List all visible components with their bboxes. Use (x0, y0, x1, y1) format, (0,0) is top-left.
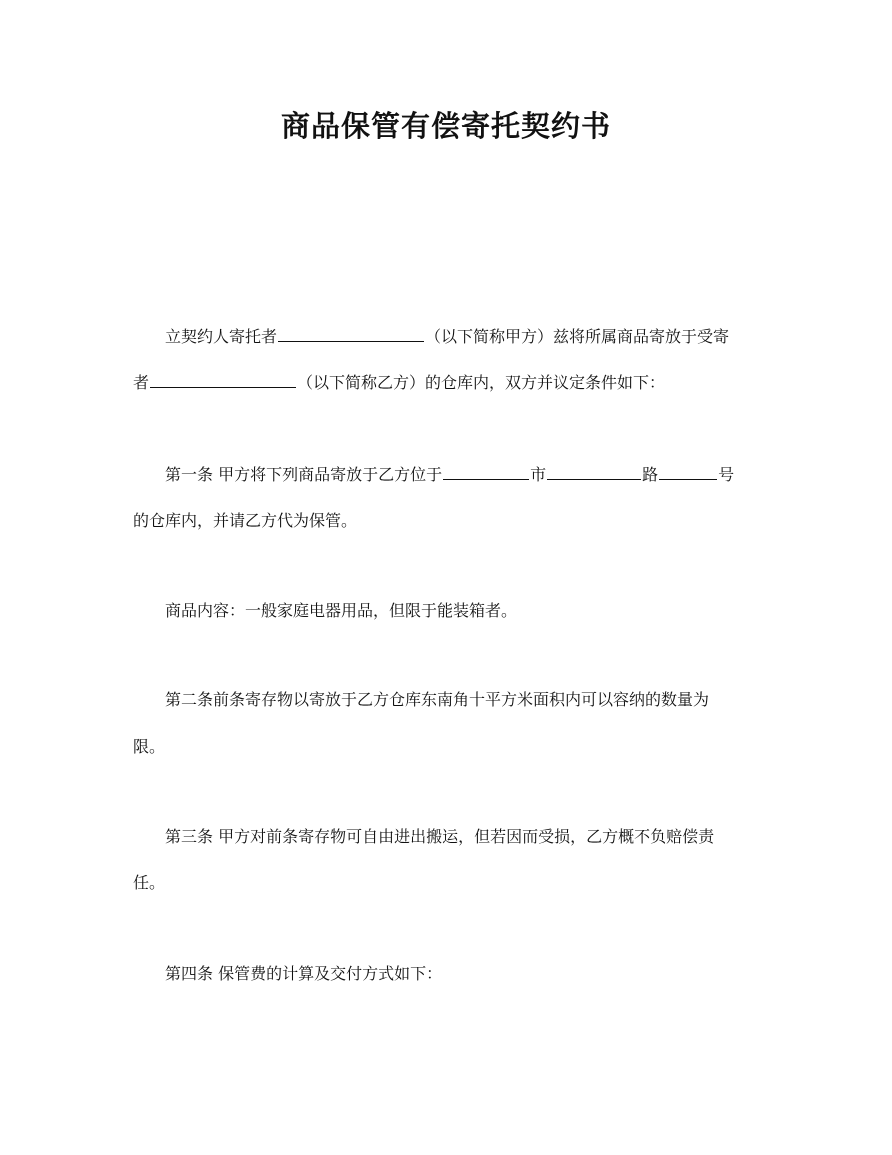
para1-text-a: 立契约人寄托者 (165, 327, 278, 346)
para1-text-c: 者 (133, 373, 150, 392)
document-title: 商品保管有偿寄托契约书 (280, 109, 611, 143)
goods-content: 商品内容：一般家庭电器用品，但限于能装箱者。 (165, 601, 518, 620)
para1-line2 (133, 373, 665, 393)
article2-line1: 第二条前条寄存物以寄放于乙方仓库东南角十平方米面积内可以容纳的数量为 (165, 690, 710, 709)
article1-text-a: 第一条 甲方将下列商品寄放于乙方位于 (165, 465, 443, 484)
para1-line1 (165, 327, 729, 347)
article3-line1: 第三条 甲方对前条寄存物可自由进出搬运，但若因而受损，乙方概不负赔偿责 (165, 827, 715, 846)
article1-line1 (165, 465, 734, 485)
article3-line2: 任。 (133, 873, 166, 892)
depositor-name-blank[interactable] (278, 327, 424, 342)
city-blank[interactable] (443, 465, 529, 480)
road-blank[interactable] (547, 465, 641, 480)
para1-text-d: （以下简称乙方）的仓库内，双方并议定条件如下： (297, 373, 666, 392)
article2-line2: 限。 (133, 737, 166, 756)
number-blank[interactable] (659, 465, 717, 480)
article1-line2: 的仓库内，并请乙方代为保管。 (133, 511, 358, 530)
article1-number-label: 号 (718, 465, 735, 484)
article1-road-label: 路 (642, 465, 659, 484)
article4-line1: 第四条 保管费的计算及交付方式如下： (165, 964, 443, 983)
depositary-name-blank[interactable] (150, 373, 296, 388)
article1-city-label: 市 (530, 465, 547, 484)
para1-text-b: （以下简称甲方）兹将所属商品寄放于受寄 (425, 327, 730, 346)
